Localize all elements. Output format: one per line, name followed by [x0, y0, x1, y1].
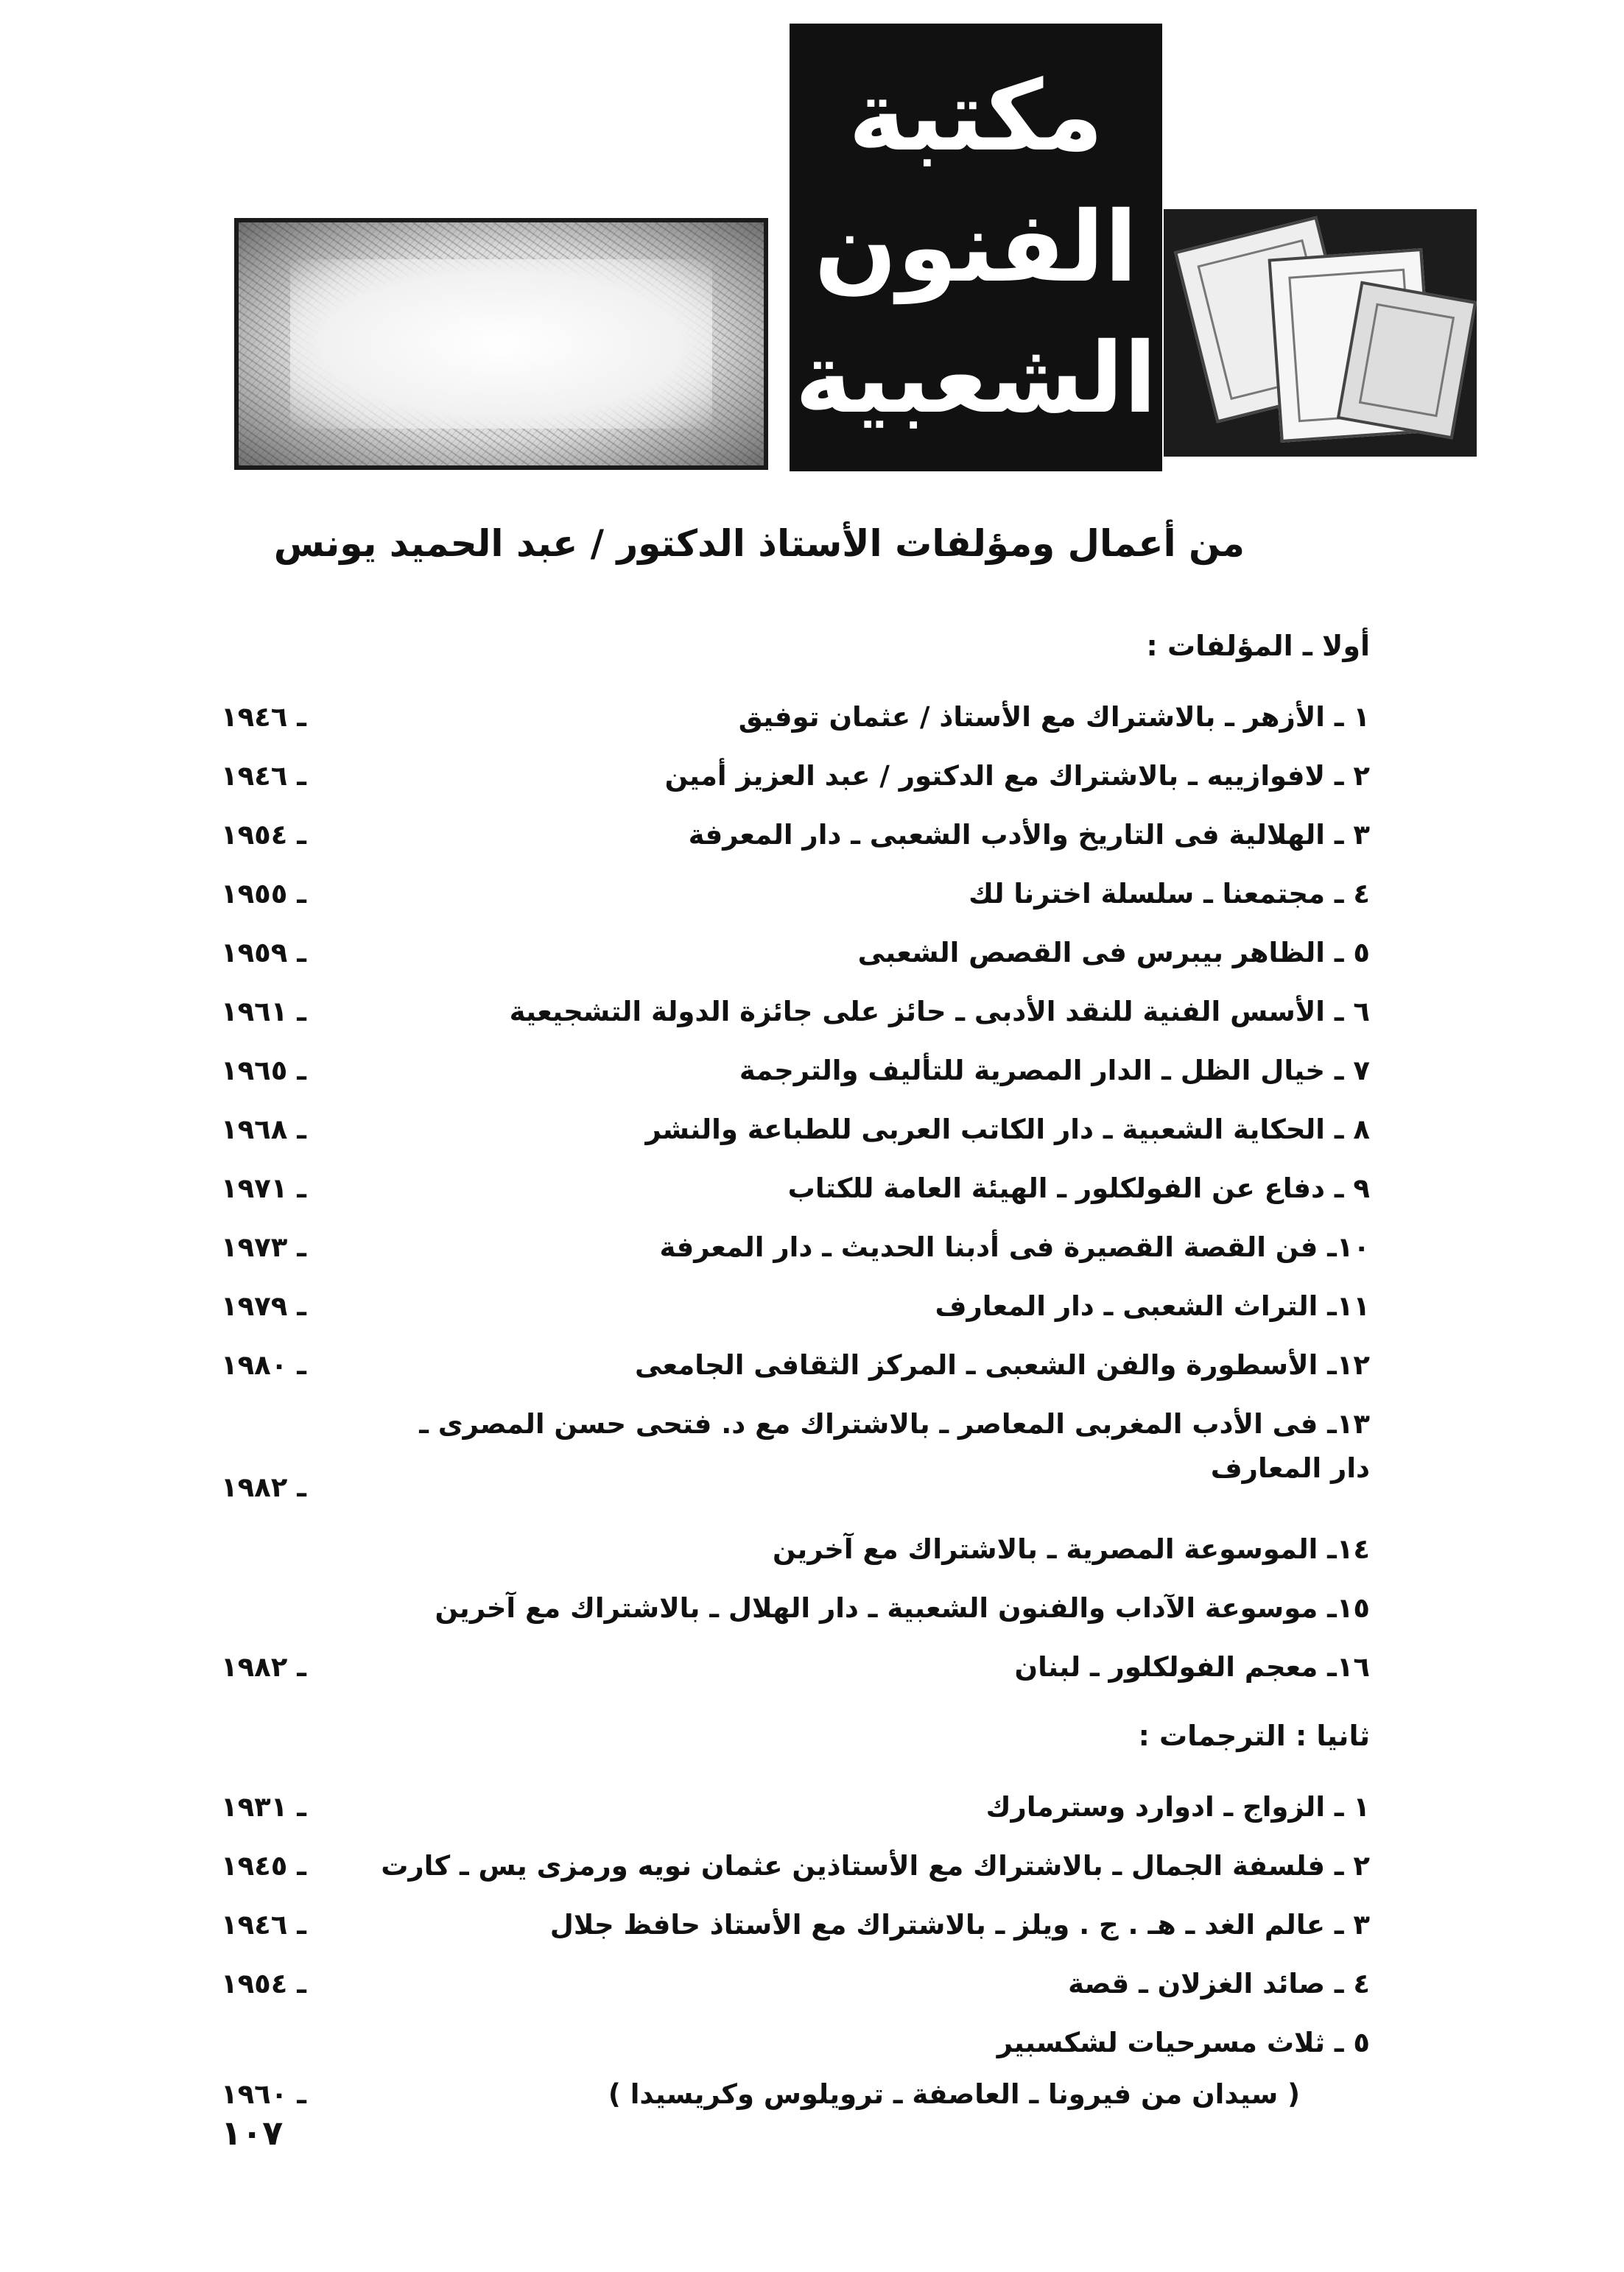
entry-title: ١٥ـ موسوعة الآداب والفنون الشعبية ـ دار الهلال ـ بالاشتراك مع آخرين	[435, 1592, 1370, 1624]
list-item	[221, 1286, 1370, 1329]
entry-title: ٢ ـ فلسفة الجمال ـ بالاشتراك مع الأستاذين عثمان نويه ورمزى يس ـ كارت	[381, 1850, 1370, 1882]
list-item	[221, 1963, 1370, 2006]
entry-year: ـ ١٩٧٣	[221, 1231, 306, 1263]
entry-continuation: دار المعارف	[1210, 1452, 1370, 1484]
entry-year: ـ ١٩٥٤	[221, 819, 306, 851]
list-item	[221, 1227, 1370, 1270]
page-number: ١٠٧	[221, 2113, 284, 2153]
entry-title: ١٤ـ الموسوعة المصرية ـ بالاشتراك مع آخرين	[773, 1533, 1370, 1565]
entry-title: ٧ ـ خيال الظل ـ الدار المصرية للتأليف والترجمة	[739, 1055, 1370, 1086]
list-item	[221, 697, 1370, 739]
entry-year: ـ ١٩٤٦	[221, 701, 306, 733]
list-item	[221, 1588, 1370, 1631]
entry-year: ـ ١٩٧١	[221, 1172, 306, 1204]
entry-title: ١١ـ التراث الشعبى ـ دار المعارف	[935, 1290, 1370, 1322]
list-item	[221, 2022, 1370, 2065]
entry-year: ـ ١٩٣١	[221, 1791, 306, 1823]
list-item	[221, 1404, 1370, 1446]
section-heading-works: أولا ـ المؤلفات :	[1146, 630, 1370, 662]
entry-year: ـ ١٩٨٠	[221, 1349, 306, 1381]
list-item	[221, 991, 1370, 1034]
entry-title: ٤ ـ مجتمعنا ـ سلسلة اخترنا لك	[969, 878, 1370, 910]
entry-title: ١ ـ الأزهر ـ بالاشتراك مع الأستاذ / عثمان توفيق	[738, 701, 1370, 733]
page-header	[0, 0, 1624, 486]
entry-title: ٩ ـ دفاع عن الفولكلور ـ الهيئة العامة للكتاب	[787, 1172, 1370, 1204]
list-item	[221, 1905, 1370, 1947]
entry-year: ـ ١٩٥٥	[221, 878, 306, 910]
series-title-line-1: مكتبة	[848, 60, 1104, 173]
entry-year: ـ ١٩٨٢	[221, 1471, 306, 1503]
list-item	[221, 1345, 1370, 1388]
list-item	[221, 1647, 1370, 1689]
list-item	[221, 1846, 1370, 1888]
entry-year: ـ ١٩٥٤	[221, 1968, 306, 2000]
entry-year: ـ ١٩٤٦	[221, 1909, 306, 1941]
entry-title: ٣ ـ الهلالية فى التاريخ والأدب الشعبى ـ دار المعرفة	[688, 819, 1370, 851]
entry-year: ـ ١٩٤٥	[221, 1850, 306, 1882]
entry-title: ٥ ـ الظاهر بيبرس فى القصص الشعبى	[857, 937, 1370, 968]
entry-title: ٥ ـ ثلاث مسرحيات لشكسبير	[996, 2027, 1370, 2058]
entry-year: ـ ١٩٦٠	[221, 2078, 306, 2110]
entry-title: ٣ ـ عالم الغد ـ هـ . ج . ويلز ـ بالاشتراك مع الأستاذ حافظ جلال	[549, 1909, 1370, 1941]
section-heading-translations: ثانيا : الترجمات :	[1138, 1720, 1370, 1752]
entry-title: ١٠ـ فن القصة القصيرة فى أدبنا الحديث ـ دار المعرفة	[659, 1231, 1370, 1263]
entry-continuation: ( سيدان من فيرونا ـ العاصفة ـ ترويلوس وكريسيدا )	[608, 2078, 1300, 2110]
entry-title: ٦ ـ الأسس الفنية للنقد الأدبى ـ حائز على جائزة الدولة التشجيعية	[509, 996, 1370, 1027]
entry-title: ١٣ـ فى الأدب المغربى المعاصر ـ بالاشتراك مع د. فتحى حسن المصرى ـ	[419, 1408, 1370, 1440]
list-item	[221, 815, 1370, 857]
list-item	[221, 1529, 1370, 1572]
entry-title: ٢ ـ لافوازييه ـ بالاشتراك مع الدكتور / عبد العزيز أمين	[664, 760, 1370, 792]
list-item	[221, 1050, 1370, 1093]
header-photo-right	[1164, 209, 1477, 457]
entry-title: ١٦ـ معجم الفولكلور ـ لبنان	[1014, 1651, 1370, 1683]
list-item	[221, 873, 1370, 916]
entry-year: ـ ١٩٨٢	[221, 1651, 306, 1683]
header-photo-left	[234, 218, 768, 470]
list-item	[221, 1168, 1370, 1211]
entry-year: ـ ١٩٦٨	[221, 1114, 306, 1145]
list-item	[221, 1109, 1370, 1152]
entry-title: ٤ ـ صائد الغزلان ـ قصة	[1068, 1968, 1370, 2000]
entry-title: ١٢ـ الأسطورة والفن الشعبى ـ المركز الثقافى الجامعى	[635, 1349, 1370, 1381]
entry-year: ـ ١٩٧٩	[221, 1290, 306, 1322]
list-item	[221, 1787, 1370, 1829]
entry-title: ٨ ـ الحكاية الشعبية ـ دار الكاتب العربى للطباعة والنشر	[645, 1114, 1370, 1145]
entry-title: ١ ـ الزواج ـ ادوارد وسترمارك	[985, 1791, 1370, 1823]
series-title-line-3: الشعبية	[795, 322, 1157, 435]
photo-card	[1337, 281, 1477, 440]
entry-year: ـ ١٩٦١	[221, 996, 306, 1027]
series-title-line-2: الفنون	[814, 191, 1138, 304]
series-title-block	[790, 24, 1162, 471]
list-item	[221, 756, 1370, 798]
list-item	[221, 932, 1370, 975]
entry-year: ـ ١٩٤٦	[221, 760, 306, 792]
entry-year: ـ ١٩٥٩	[221, 937, 306, 968]
entry-year: ـ ١٩٦٥	[221, 1055, 306, 1086]
page-heading: من أعمال ومؤلفات الأستاذ الدكتور / عبد الحميد يونس	[273, 522, 1245, 565]
